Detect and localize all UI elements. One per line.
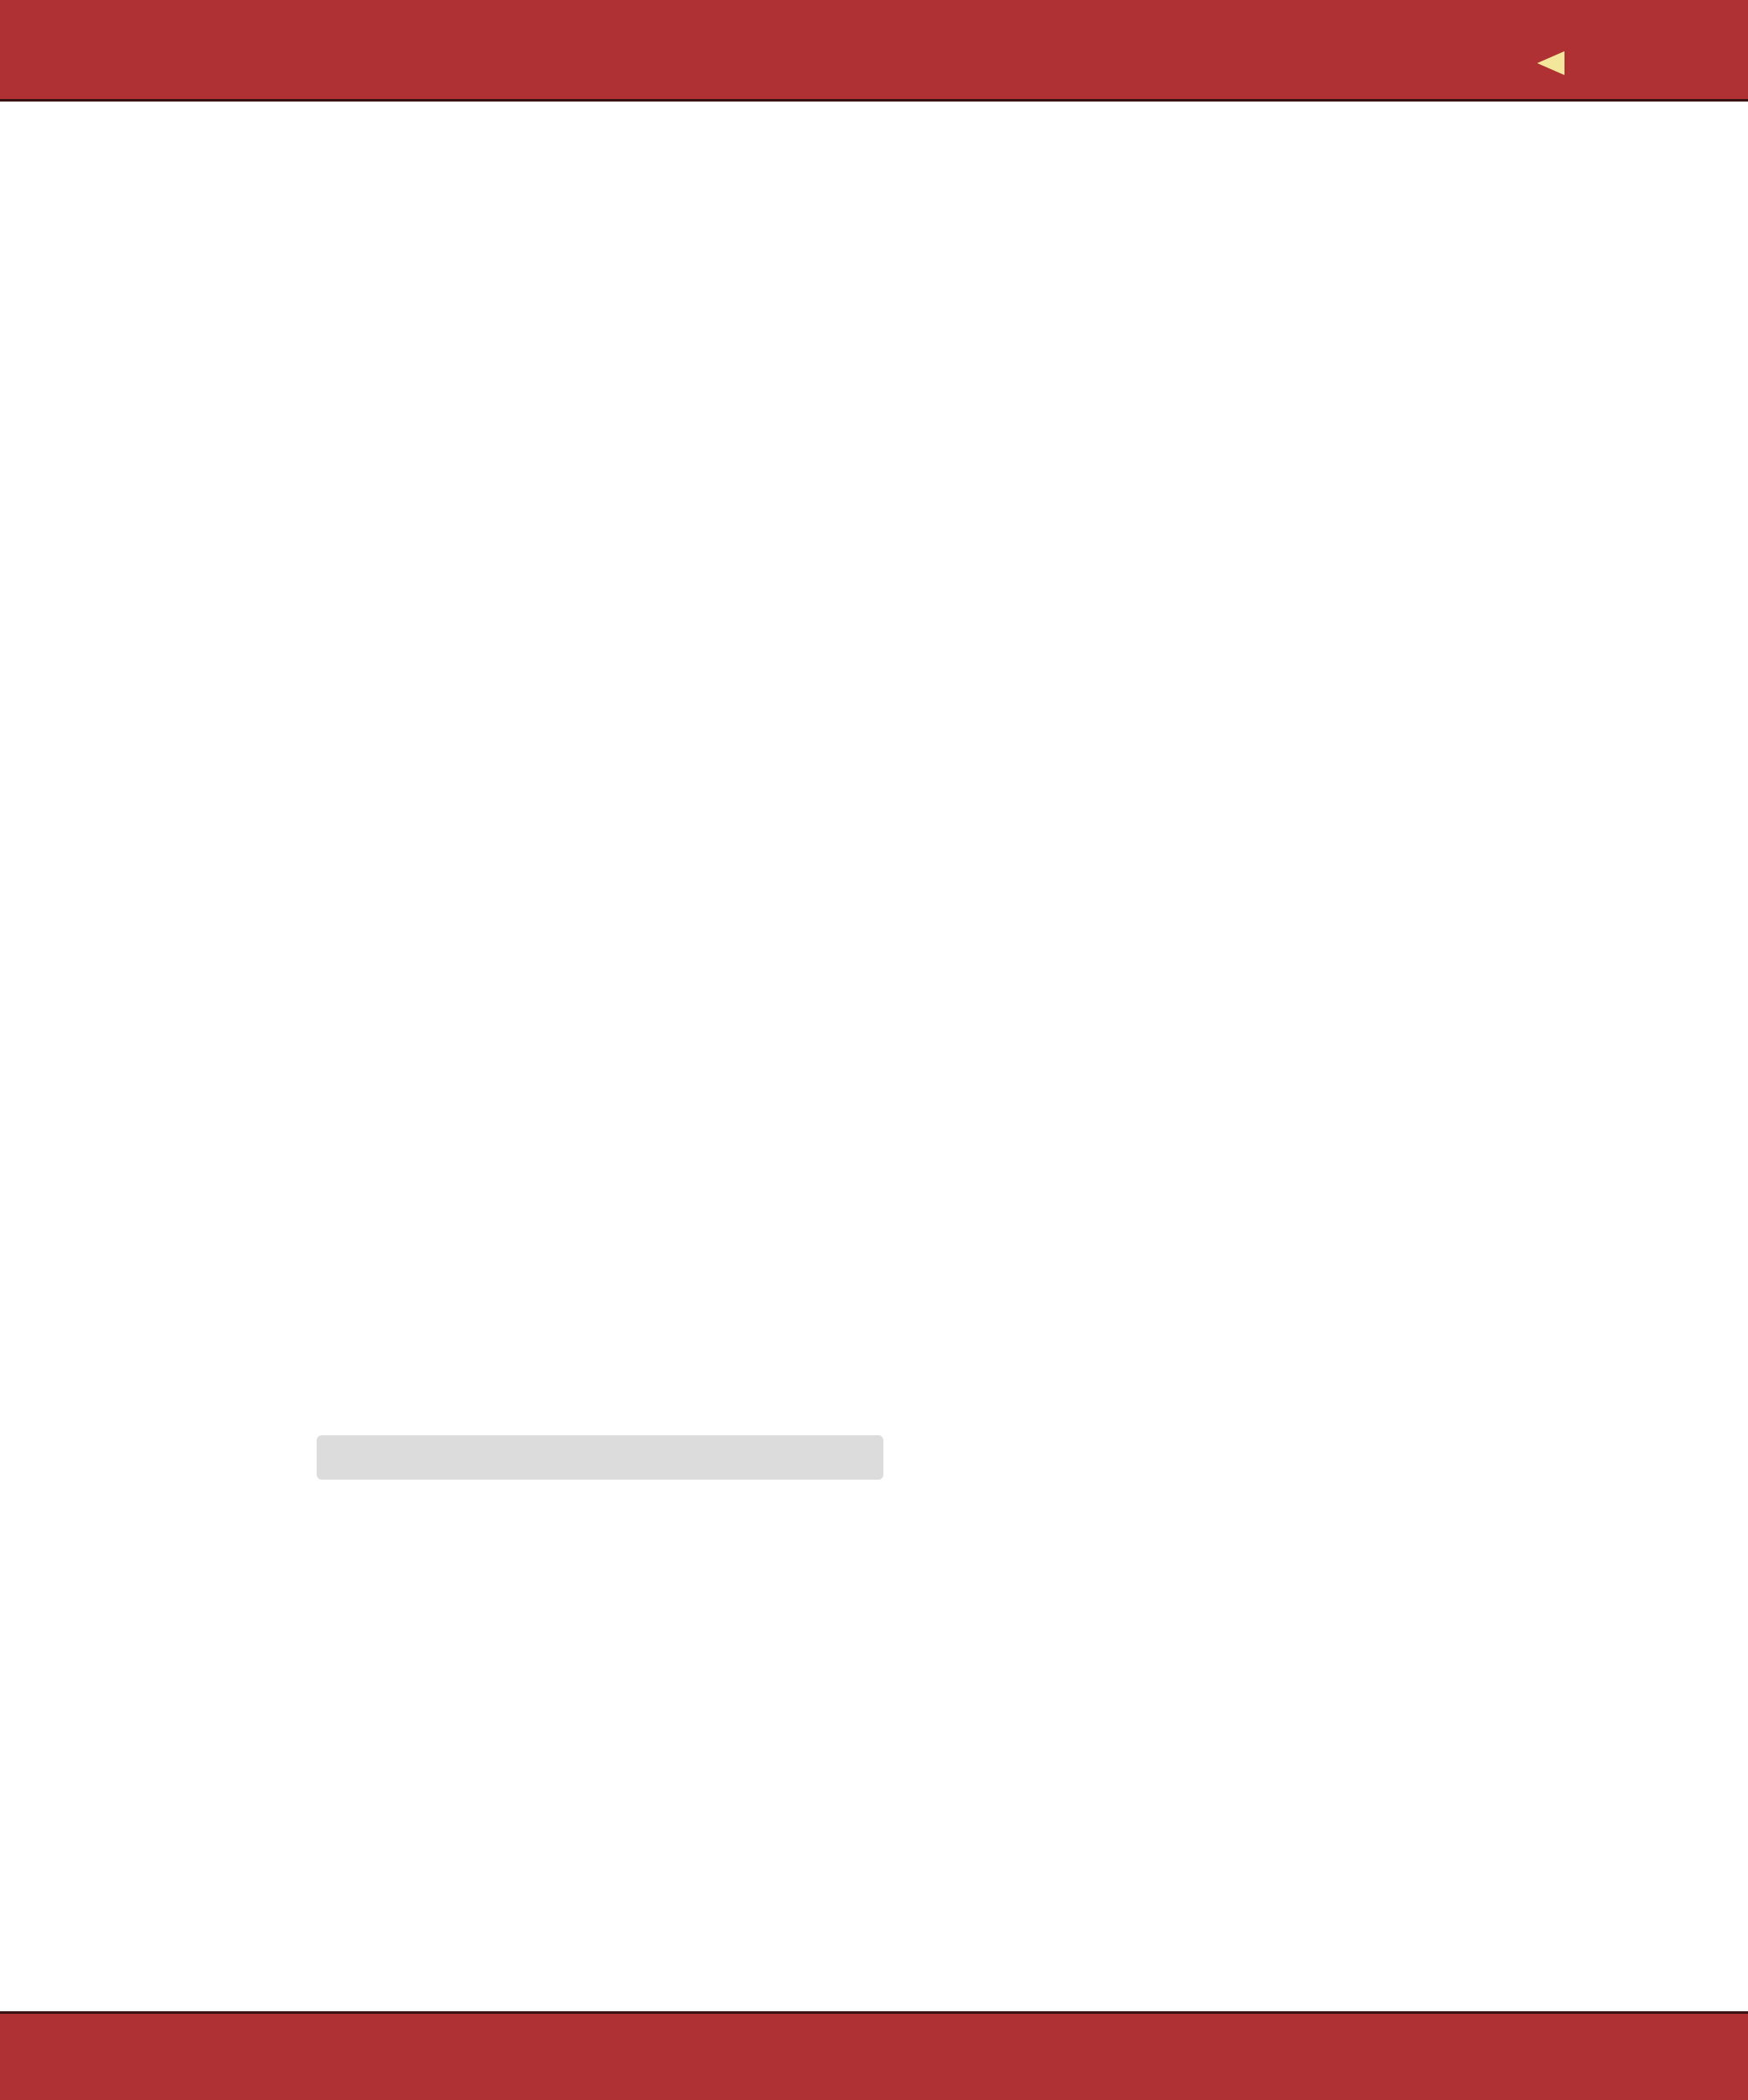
footer-bar xyxy=(0,2011,1748,2100)
previous-page-arrow-icon[interactable] xyxy=(1537,51,1564,75)
download-bar xyxy=(317,1435,883,1480)
running-head xyxy=(1512,51,1578,75)
header-bar xyxy=(0,0,1748,102)
